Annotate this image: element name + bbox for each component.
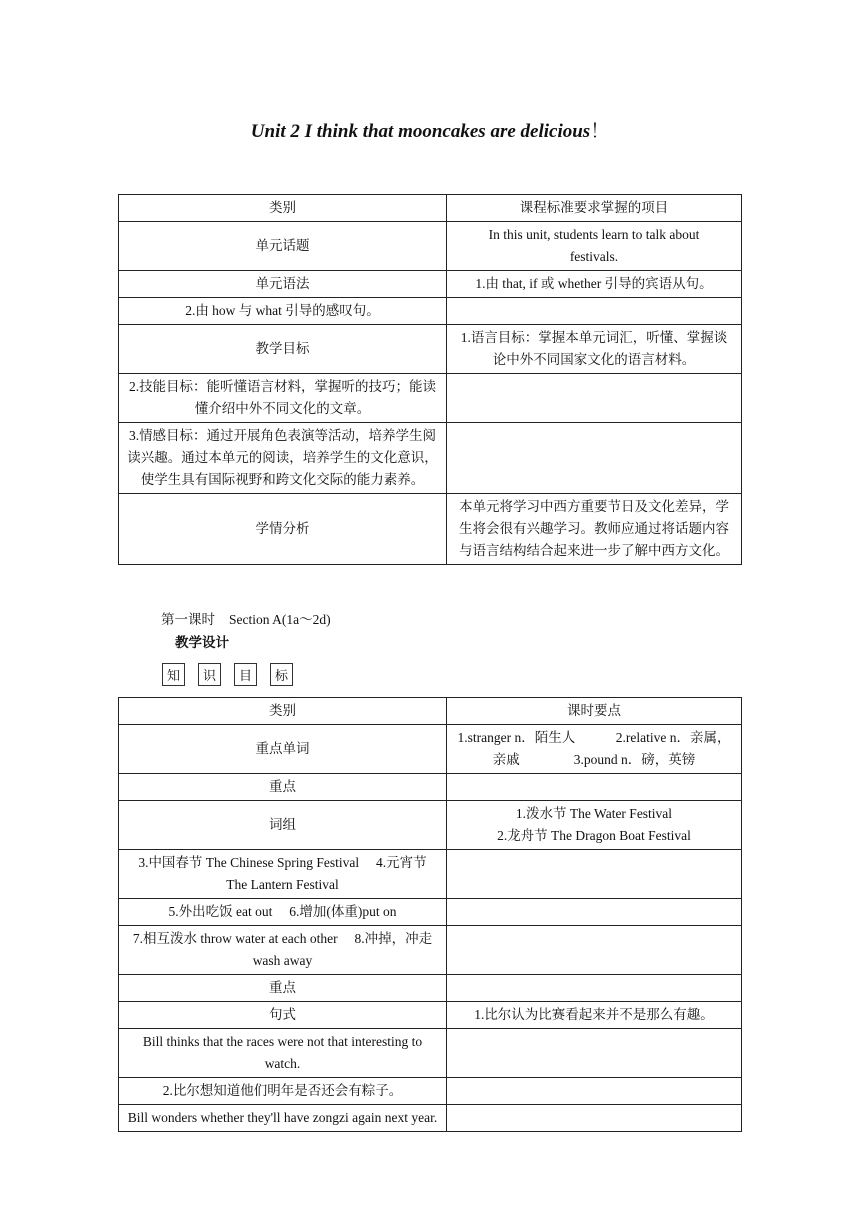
lesson-period: 第一课时 xyxy=(161,612,215,627)
table-cell: 学情分析 xyxy=(119,494,447,565)
table-cell xyxy=(447,774,742,801)
header-cell: 课时要点 xyxy=(447,698,742,725)
table-cell: In this unit, students learn to talk about festivals. xyxy=(447,222,742,271)
table-cell xyxy=(447,975,742,1002)
table-cell: 1.由 that, if 或 whether 引导的宾语从句。 xyxy=(447,271,742,298)
table-row xyxy=(119,975,742,1002)
table-row xyxy=(119,774,742,801)
table-cell xyxy=(447,926,742,975)
lesson-heading xyxy=(161,608,331,628)
table-cell: 重点 xyxy=(119,774,447,801)
table-cell: 单元语法 xyxy=(119,271,447,298)
table-row xyxy=(119,899,742,926)
table-row xyxy=(119,1029,742,1078)
table-cell: 本单元将学习中西方重要节日及文化差异，学生将会很有兴趣学习。教师应通过将话题内容与语言结构结合起来进一步了解中西方文化。 xyxy=(447,494,742,565)
table-cell xyxy=(447,1105,742,1132)
table-row xyxy=(119,423,742,494)
table-cell: 句式 xyxy=(119,1002,447,1029)
table-row xyxy=(119,374,742,423)
header-cell: 类别 xyxy=(119,698,447,725)
table-cell: 1.语言目标：掌握本单元词汇，听懂、掌握谈论中外不同国家文化的语言材料。 xyxy=(447,325,742,374)
table-cell xyxy=(447,1078,742,1105)
table-cell: 7.相互泼水 throw water at each other 8.冲掉，冲走 wash away xyxy=(119,926,447,975)
title-punctuation: ！ xyxy=(590,121,610,142)
table-row xyxy=(119,801,742,850)
table-row xyxy=(119,1105,742,1132)
objective-boxes xyxy=(162,663,293,686)
table-cell: 教学目标 xyxy=(119,325,447,374)
table-cell: 3.情感目标：通过开展角色表演等活动，培养学生阅读兴趣。通过本单元的阅读，培养学生的文化意识，使学生具有国际视野和跨文化交际的能力素养。 xyxy=(119,423,447,494)
table-cell xyxy=(447,423,742,494)
lesson-points-table xyxy=(118,697,742,1132)
objective-box: 目 xyxy=(234,663,257,686)
objective-box: 识 xyxy=(198,663,221,686)
table-cell: 2.技能目标：能听懂语言材料，掌握听的技巧；能读懂介绍中外不同文化的文章。 xyxy=(119,374,447,423)
table-cell xyxy=(447,374,742,423)
table-cell: 1.比尔认为比赛看起来并不是那么有趣。 xyxy=(447,1002,742,1029)
table-row xyxy=(119,1002,742,1029)
table-row xyxy=(119,494,742,565)
table-cell: Bill thinks that the races were not that interesting to watch. xyxy=(119,1029,447,1078)
table-cell: 3.中国春节 The Chinese Spring Festival 4.元宵节 The Lantern Festival xyxy=(119,850,447,899)
title-text: Unit 2 I think that mooncakes are delicious xyxy=(250,121,591,142)
table-header-row xyxy=(119,698,742,725)
table-row xyxy=(119,271,742,298)
table-row xyxy=(119,926,742,975)
objective-box: 标 xyxy=(270,663,293,686)
table-cell xyxy=(447,850,742,899)
table-cell: Bill wonders whether they'll have zongzi again next year. xyxy=(119,1105,447,1132)
table-cell: 5.外出吃饭 eat out 6.增加(体重)put on xyxy=(119,899,447,926)
table-cell: 重点单词 xyxy=(119,725,447,774)
table-cell: 2.比尔想知道他们明年是否还会有粽子。 xyxy=(119,1078,447,1105)
table-row xyxy=(119,725,742,774)
unit-overview-table xyxy=(118,194,742,565)
table-cell xyxy=(447,1029,742,1078)
table-row xyxy=(119,222,742,271)
table-cell: 1.泼水节 The Water Festival 2.龙舟节 The Dragon Boat Festival xyxy=(447,801,742,850)
header-cell: 类别 xyxy=(119,195,447,222)
table-row xyxy=(119,850,742,899)
table-cell xyxy=(447,899,742,926)
table-cell: 1.stranger n．陌生人 2.relative n．亲属，亲戚 3.pound n．磅，英镑 xyxy=(447,725,742,774)
table-row xyxy=(119,1078,742,1105)
table-cell xyxy=(447,298,742,325)
objective-box: 知 xyxy=(162,663,185,686)
lesson-section: Section A(1a～2d) xyxy=(229,612,331,627)
table-row xyxy=(119,298,742,325)
table-header-row xyxy=(119,195,742,222)
table-cell: 词组 xyxy=(119,801,447,850)
design-heading: 教学设计 xyxy=(175,635,229,651)
table-cell: 单元话题 xyxy=(119,222,447,271)
table-cell: 2.由 how 与 what 引导的感叹句。 xyxy=(119,298,447,325)
table-cell: 重点 xyxy=(119,975,447,1002)
header-cell: 课程标准要求掌握的项目 xyxy=(447,195,742,222)
table-row xyxy=(119,325,742,374)
page-title xyxy=(0,116,860,143)
